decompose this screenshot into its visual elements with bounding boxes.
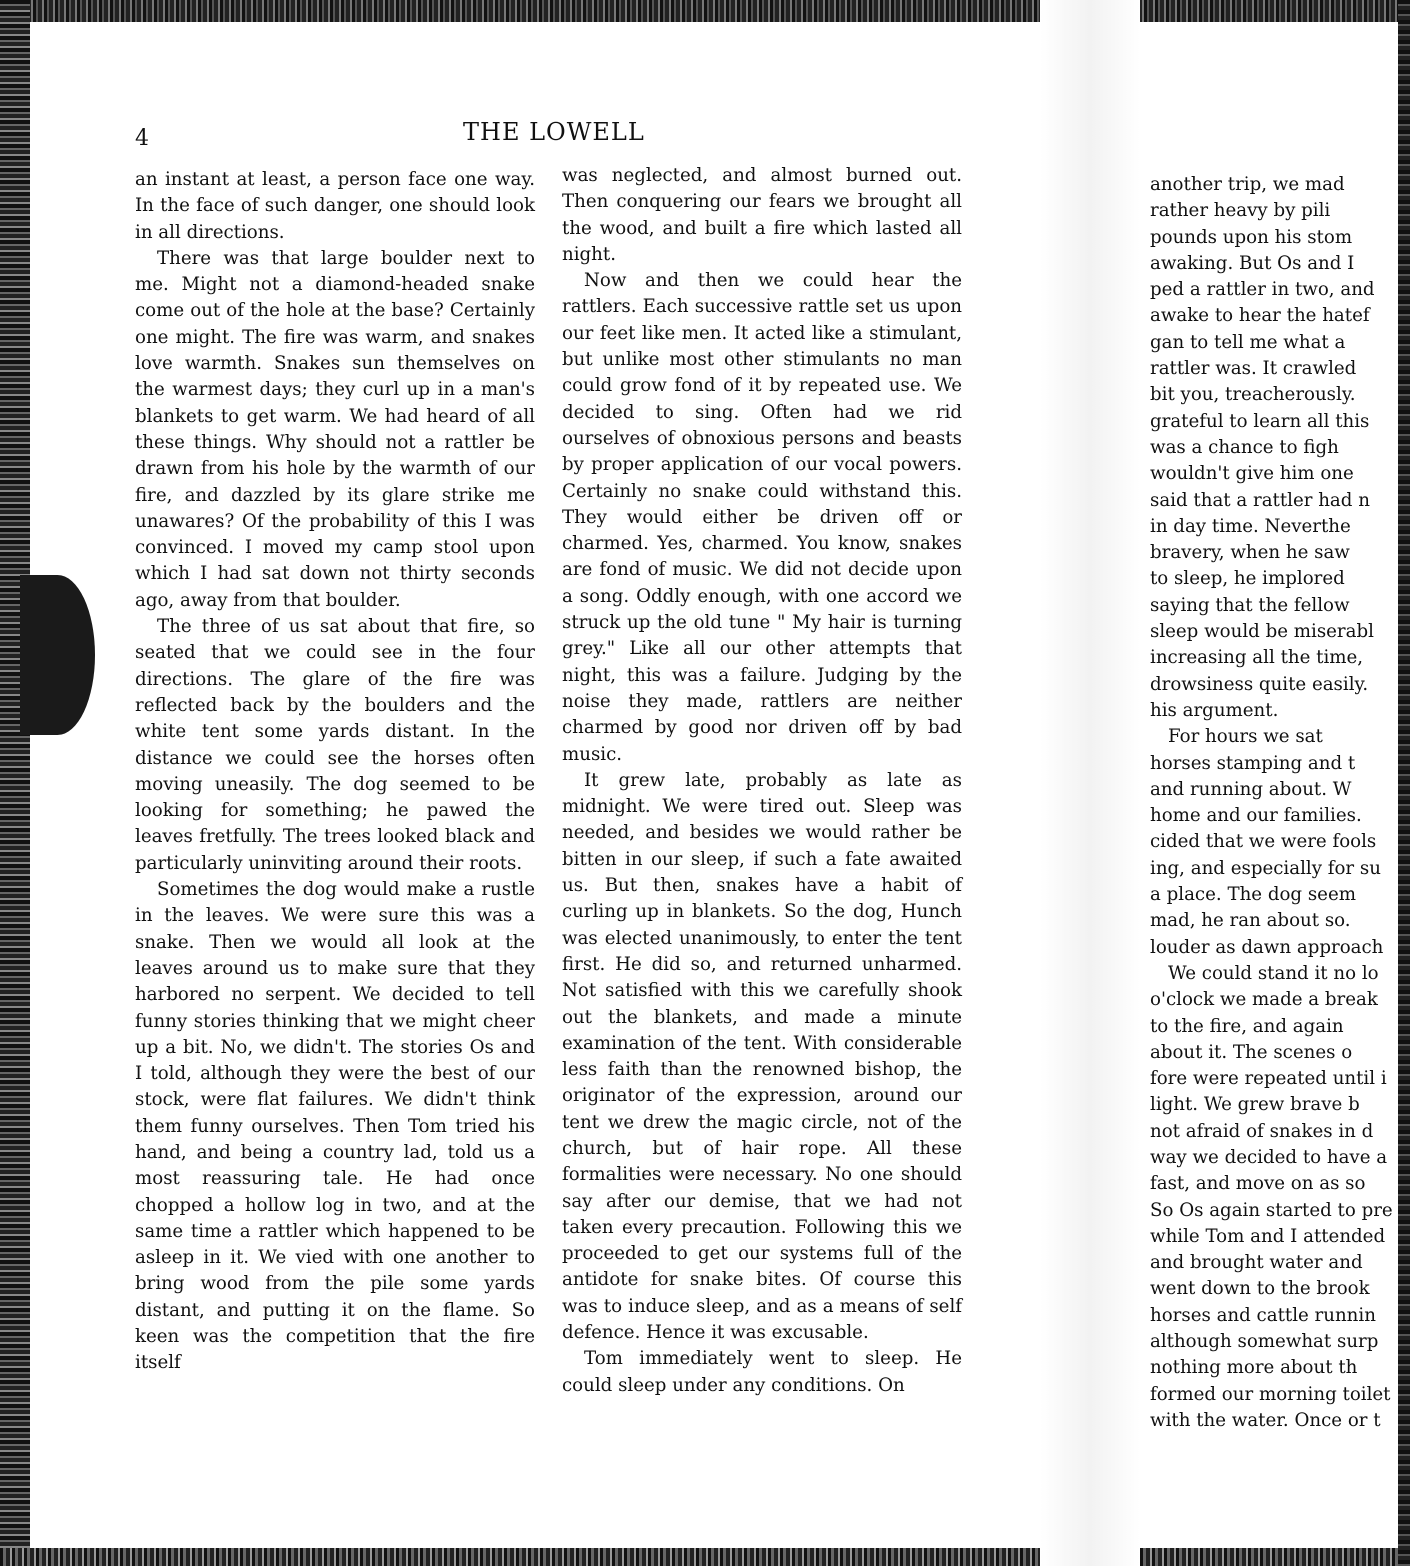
text-line: horses stamping and t bbox=[1150, 752, 1356, 774]
text-line: and brought water and bbox=[1150, 1252, 1363, 1274]
scan-binding-shadow bbox=[20, 575, 95, 735]
text-line: drowsiness quite easily. bbox=[1150, 673, 1369, 695]
text-line: gan to tell me what a bbox=[1150, 331, 1346, 353]
page-number: 4 bbox=[135, 126, 149, 151]
text-line: although somewhat surp bbox=[1150, 1331, 1379, 1353]
text-line: in day time. Neverthe bbox=[1150, 515, 1351, 537]
text-line: ing, and especially for su bbox=[1150, 857, 1381, 879]
text-line: way we decided to have a bbox=[1150, 1146, 1388, 1168]
text-line: not afraid of snakes in d bbox=[1150, 1120, 1374, 1142]
scan-edge-top bbox=[0, 0, 1410, 22]
paragraph: Now and then we could hear the rattlers. Each successive rattle set us upon our feet like men. It acted like a stimulant, but unlike most other stimulants no man could grow fond of it by repeated use. We decided to sing. Often had we rid ourselves of obnoxious persons and beasts by proper application of our vocal powers. Certainly no snake could withstand this. They would either be driven off or charmed. Yes, charmed. You know, snakes are fond of music. We did not decide upon a song. Oddly enough, with one accord we struck up the old tune " My hair is turning grey." Like all our other attempts that night, this was a failure. Judging by the noise they made, rattlers are neither charmed by good nor driven off by bad music. bbox=[562, 270, 962, 765]
scan-edge-bottom bbox=[0, 1548, 1410, 1566]
text-line: bravery, when he saw bbox=[1150, 542, 1350, 564]
text-line: with the water. Once or t bbox=[1150, 1409, 1381, 1431]
page-gutter bbox=[1040, 0, 1140, 1566]
text-line: For hours we sat bbox=[1168, 726, 1323, 748]
paragraph: There was that large boulder next to me. Might not a diamond-headed snake come out of the hole at the base? Certainly one might. The fire was warm, and snakes love warmth. Snakes sun themselves on the warmest days; they curl up in a man's blankets to get warm. We had heard of all these things. Why should not a rattler be drawn from his hole by the warmth of our fire, and dazzled by its glare strike me unawares? Of the probability of this I was convinced. I moved my camp stool upon which I had sat down not thirty seconds ago, away from that boulder. bbox=[135, 247, 535, 611]
text-line: his argument. bbox=[1150, 699, 1279, 721]
text-line: mad, he ran about so. bbox=[1150, 910, 1351, 932]
text-line: and running about. W bbox=[1150, 778, 1352, 800]
text-line: fore were repeated until i bbox=[1150, 1068, 1387, 1090]
text-line: cided that we were fools bbox=[1150, 831, 1377, 853]
text-line: nothing more about th bbox=[1150, 1357, 1358, 1379]
scan-edge-left bbox=[0, 0, 30, 1566]
scan-edge-right bbox=[1398, 0, 1410, 1566]
text-line: to sleep, he implored bbox=[1150, 568, 1345, 590]
text-line: formed our morning toilet bbox=[1150, 1383, 1391, 1405]
text-line: to the fire, and again bbox=[1150, 1015, 1344, 1037]
text-line: light. We grew brave b bbox=[1150, 1094, 1360, 1116]
text-line: home and our families. bbox=[1150, 805, 1362, 827]
text-line: horses and cattle runnin bbox=[1150, 1304, 1376, 1326]
text-line: about it. The scenes o bbox=[1150, 1041, 1353, 1063]
paragraph: was neglected, and almost burned out. Then conquering our fears we brought all the wood, and built a fire which lasted all night. bbox=[562, 165, 962, 265]
text-line: went down to the brook bbox=[1150, 1278, 1370, 1300]
text-line: louder as dawn approach bbox=[1150, 936, 1384, 958]
text-line: pounds upon his stom bbox=[1150, 226, 1353, 248]
text-column-middle bbox=[562, 163, 962, 1399]
text-line: ped a rattler in two, and bbox=[1150, 279, 1375, 301]
text-line: bit you, treacherously. bbox=[1150, 384, 1356, 406]
text-line: another trip, we mad bbox=[1150, 174, 1345, 195]
text-line: while Tom and I attended bbox=[1150, 1225, 1386, 1247]
paragraph: Tom immediately went to sleep. He could sleep under any conditions. On bbox=[562, 1348, 962, 1396]
text-line: o'clock we made a break bbox=[1150, 989, 1378, 1011]
text-line: fast, and move on as so bbox=[1150, 1173, 1366, 1195]
text-line: grateful to learn all this bbox=[1150, 410, 1370, 432]
text-line: awake to hear the hatef bbox=[1150, 305, 1370, 327]
text-line: awaking. But Os and I bbox=[1150, 252, 1355, 274]
text-line: rattler was. It crawled bbox=[1150, 358, 1357, 380]
text-line: increasing all the time, bbox=[1150, 647, 1364, 669]
text-line: said that a rattler had n bbox=[1150, 489, 1370, 511]
text-column-left bbox=[135, 167, 535, 1377]
paragraph: Sometimes the dog would make a rustle in the leaves. We were sure this was a snake. Then we would all look at the leaves around us to make sure that they harbored no serpent. We decided to tell funny stories thinking that we might cheer up a bit. No, we didn't. The stories Os and I told, although they were the best of our stock, were flat failures. We didn't think them funny ourselves. Then Tom tried his hand, and being a country lad, told us a most reassuring tale. He had once chopped a hollow log in two, and at the same time a rattler which happened to be asleep in it. We vied with one another to bring wood from the pile some yards distant, and putting it on the flame. So keen was the competition that the fire itself bbox=[135, 879, 535, 1374]
page-title: THE LOWELL bbox=[463, 118, 645, 146]
text-line: a place. The dog seem bbox=[1150, 884, 1356, 906]
text-line: saying that the fellow bbox=[1150, 594, 1350, 616]
text-line: rather heavy by pili bbox=[1150, 200, 1331, 222]
paragraph: an instant at least, a person face one way. In the face of such danger, one should look in all directions. bbox=[135, 169, 535, 243]
paragraph: It grew late, probably as late as midnight. We were tired out. Sleep was needed, and besides we would rather be bitten in our sleep, if such a fate awaited us. But then, snakes have a habit of curling up in blankets. So the dog, Hunch was elected unanimously, to enter the tent first. He did so, and returned unharmed. Not satisfied with this we carefully shook out the blankets, and made a minute examination of the tent. With considerable less faith than the renowned bishop, the originator of the expression, around our tent we drew the magic circle, not of the church, but of hair rope. All these formalities were necessary. No one should say after our demise, that we had not taken every precaution. Following this we proceeded to get our systems full of the antidote for snake bites. Of course this was to induce sleep, and as a means of self defence. Hence it was excusable. bbox=[562, 769, 962, 1344]
text-line: We could stand it no lo bbox=[1168, 962, 1379, 984]
text-line: was a chance to figh bbox=[1150, 436, 1339, 458]
text-line: So Os again started to pre bbox=[1150, 1199, 1393, 1221]
text-column-right-cropped bbox=[1150, 172, 1398, 1434]
text-line: wouldn't give him one bbox=[1150, 463, 1354, 485]
paragraph: The three of us sat about that fire, so seated that we could see in the four directions. The glare of the fire was reflected back by the boulders and the white tent some yards distant. In the distance we could see the horses often moving uneasily. The dog seemed to be looking for something; he pawed the leaves fretfully. The trees looked black and particularly uninviting around their roots. bbox=[135, 616, 535, 874]
text-line: sleep would be miserabl bbox=[1150, 621, 1374, 643]
